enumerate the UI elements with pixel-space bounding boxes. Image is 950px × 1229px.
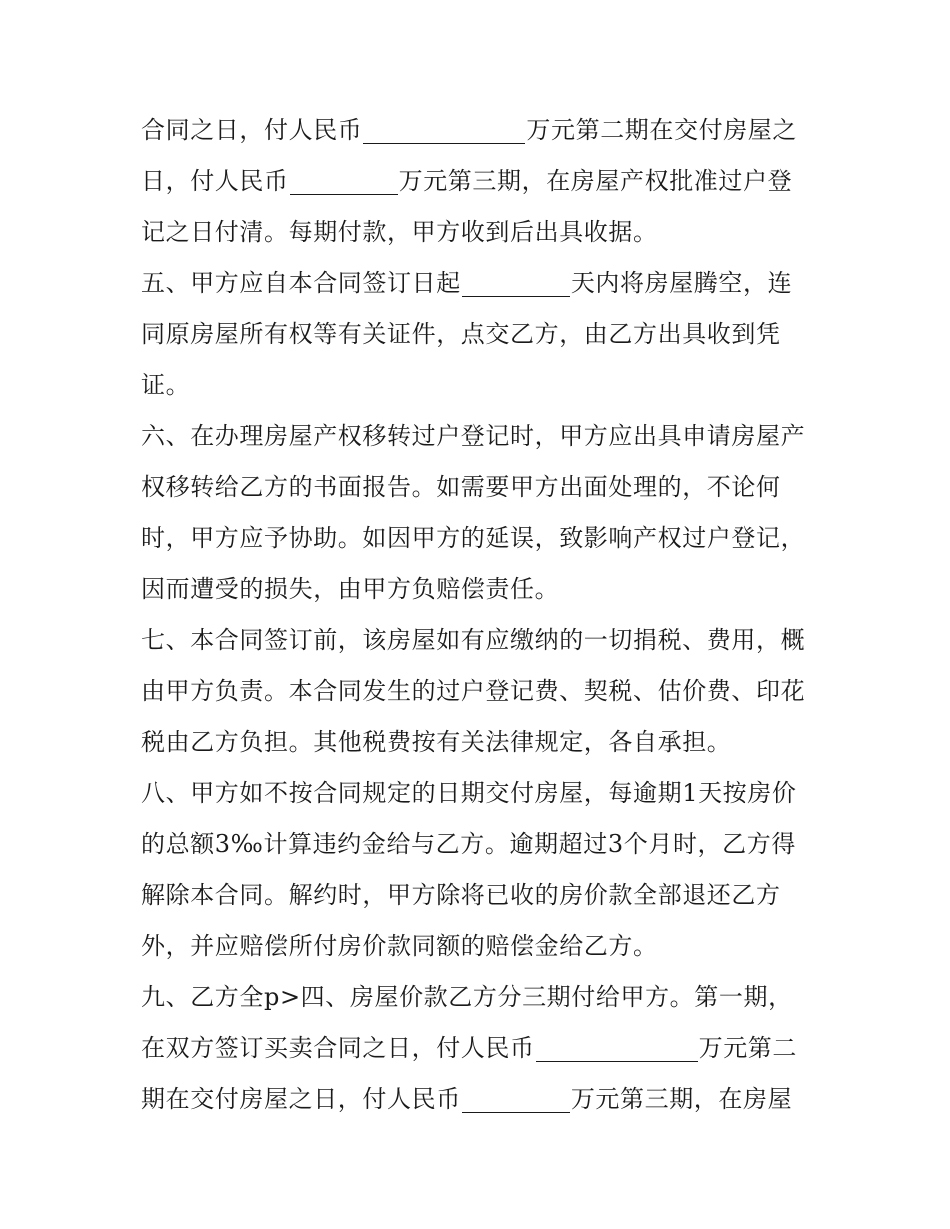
line-text: 七、本合同签订前，该房屋如有应缴纳的一切捐税、费用，概 xyxy=(141,626,806,654)
line-text: 记之日付清。每期付款，甲方收到后出具收据。 xyxy=(141,218,658,246)
line-text-after-blank: 天内将房屋腾空，连 xyxy=(570,269,793,297)
line-text: 外，并应赔偿所付房价款同额的赔偿金给乙方。 xyxy=(141,932,658,960)
line-text-after-blank: 万元第二期在交付房屋之 xyxy=(526,116,798,144)
line-text: 八、甲方如不按合同规定的日期交付房屋，每逾期1天按房价 xyxy=(141,779,797,807)
line-text: 九、乙方全p>四、房屋价款乙方分三期付给甲方。第一期， xyxy=(141,983,793,1011)
fill-in-blank xyxy=(536,1033,698,1062)
text-line xyxy=(141,105,821,156)
text-line xyxy=(141,768,821,819)
text-line xyxy=(141,207,821,258)
line-text-before-blank: 日，付人民币 xyxy=(141,167,289,195)
text-line xyxy=(141,921,821,972)
text-line xyxy=(141,870,821,921)
line-text-before-blank: 五、甲方应自本合同签订日起 xyxy=(141,269,461,297)
text-line xyxy=(141,309,821,360)
line-text-after-blank: 万元第三期，在房屋 xyxy=(570,1085,793,1113)
line-text-before-blank: 在双方签订买卖合同之日，付人民币 xyxy=(141,1034,535,1062)
line-text-after-blank: 万元第二 xyxy=(698,1034,798,1062)
text-line xyxy=(141,1074,821,1125)
text-line xyxy=(141,411,821,462)
line-text: 由甲方负责。本合同发生的过户登记费、契税、估价费、印花 xyxy=(141,677,806,705)
fill-in-blank xyxy=(290,166,398,195)
line-text-before-blank: 合同之日，付人民币 xyxy=(141,116,363,144)
text-line xyxy=(141,156,821,207)
line-text-before-blank: 期在交付房屋之日，付人民币 xyxy=(141,1085,461,1113)
line-text: 时，甲方应予协助。如因甲方的延误，致影响产权过户登记， xyxy=(141,524,806,552)
text-line xyxy=(141,513,821,564)
line-text: 的总额3‰计算违约金给与乙方。逾期超过3个月时，乙方得 xyxy=(141,830,796,858)
line-text-after-blank: 万元第三期，在房屋产权批准过户登 xyxy=(398,167,793,195)
line-text: 解除本合同。解约时，甲方除将已收的房价款全部退还乙方 xyxy=(141,881,781,909)
text-line xyxy=(141,666,821,717)
contract-body-text xyxy=(141,105,821,1125)
text-line xyxy=(141,819,821,870)
fill-in-blank xyxy=(363,115,525,144)
text-line xyxy=(141,258,821,309)
text-line xyxy=(141,360,821,411)
text-line xyxy=(141,615,821,666)
text-line xyxy=(141,1023,821,1074)
text-line xyxy=(141,564,821,615)
line-text: 权移转给乙方的书面报告。如需要甲方出面处理的，不论何 xyxy=(141,473,781,501)
line-text: 证。 xyxy=(141,371,191,399)
text-line xyxy=(141,972,821,1023)
fill-in-blank xyxy=(462,1084,570,1113)
line-text: 税由乙方负担。其他税费按有关法律规定，各自承担。 xyxy=(141,728,732,756)
fill-in-blank xyxy=(462,268,570,297)
text-line xyxy=(141,462,821,513)
line-text: 因而遭受的损失，由甲方负赔偿责任。 xyxy=(141,575,560,603)
line-text: 同原房屋所有权等有关证件，点交乙方，由乙方出具收到凭 xyxy=(141,320,781,348)
text-line xyxy=(141,717,821,768)
line-text: 六、在办理房屋产权移转过户登记时，甲方应出具申请房屋产 xyxy=(141,422,806,450)
